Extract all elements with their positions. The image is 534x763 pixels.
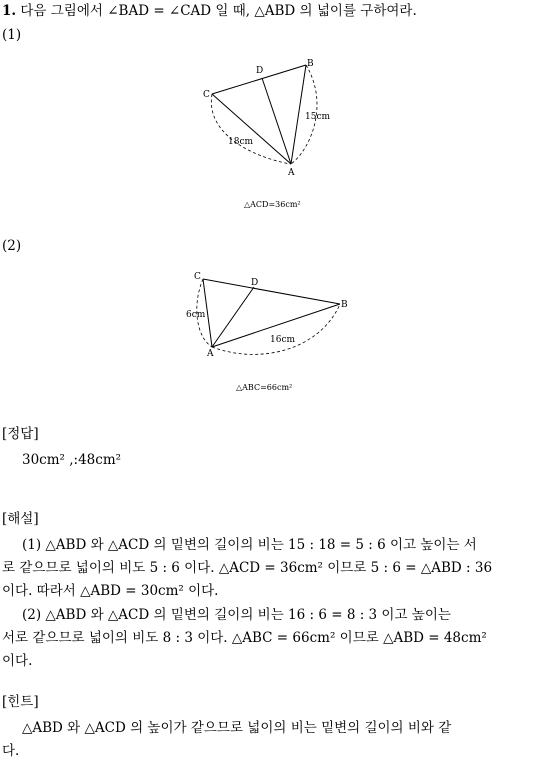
label-a: A [288,168,295,178]
length-ab: 16cm [270,335,296,345]
hint-line1: △ABD 와 △ACD 의 높이가 같으므로 넓이의 비는 밑변의 길이의 비와 같 [22,720,452,736]
explanation-p1-line3: 이다. 따라서 △ABD = 30cm² 이다. [2,583,219,599]
length-ac: 18cm [228,137,254,147]
explanation-p1-line1: (1) △ABD 와 △ACD 의 밑변의 길이의 비는 15 : 18 = 5 : 6 이고 높이는 서 [22,537,477,553]
explanation-p2-line1: (2) △ABD 와 △ACD 의 밑변의 길이의 비는 16 : 6 = 8 : 3 이고 높이는 [22,607,451,623]
hint-heading: [힌트] [2,694,39,710]
edge-cb [203,279,340,304]
length-ab: 15cm [305,112,331,122]
answer-heading: [정답] [2,426,39,442]
label-c: C [194,272,201,282]
answer-text: 30cm² ,:48cm² [22,452,122,468]
explanation-p2-line2: 서로 같으므로 넓이의 비도 8 : 3 이다. △ABC = 66cm² 이므로 △ABD = 48cm² [2,630,487,646]
hint-line2: 다. [2,743,20,759]
arc-ab [212,304,340,354]
label-c: C [203,90,210,100]
label-a: A [207,349,214,359]
label-d: D [256,66,264,76]
figure-2 [0,265,534,395]
problem-statement: 다음 그림에서 ∠BAD = ∠CAD 일 때, △ABD 의 넓이를 구하여라. [20,3,417,19]
figure-caption: △ACD=36cm² [244,200,301,209]
figure-1 [0,50,534,230]
explanation-heading: [해설] [2,511,39,527]
figure-caption: △ABC=66cm² [236,383,293,392]
explanation-p2-line3: 이다. [2,653,33,669]
label-b: B [307,59,314,69]
problem-line [2,2,417,20]
part2-label: (2) [2,238,22,254]
length-ac: 6cm [186,310,206,320]
part1-label: (1) [2,27,22,43]
label-d: D [251,278,259,288]
edge-ad [212,287,254,347]
explanation-p1-line2: 로 같으므로 넓이의 비도 5 : 6 이다. △ACD = 36cm² 이므로 5 : 6 = △ABD : 36 [2,560,493,576]
label-b: B [341,300,348,310]
problem-number: 1. [2,3,17,19]
